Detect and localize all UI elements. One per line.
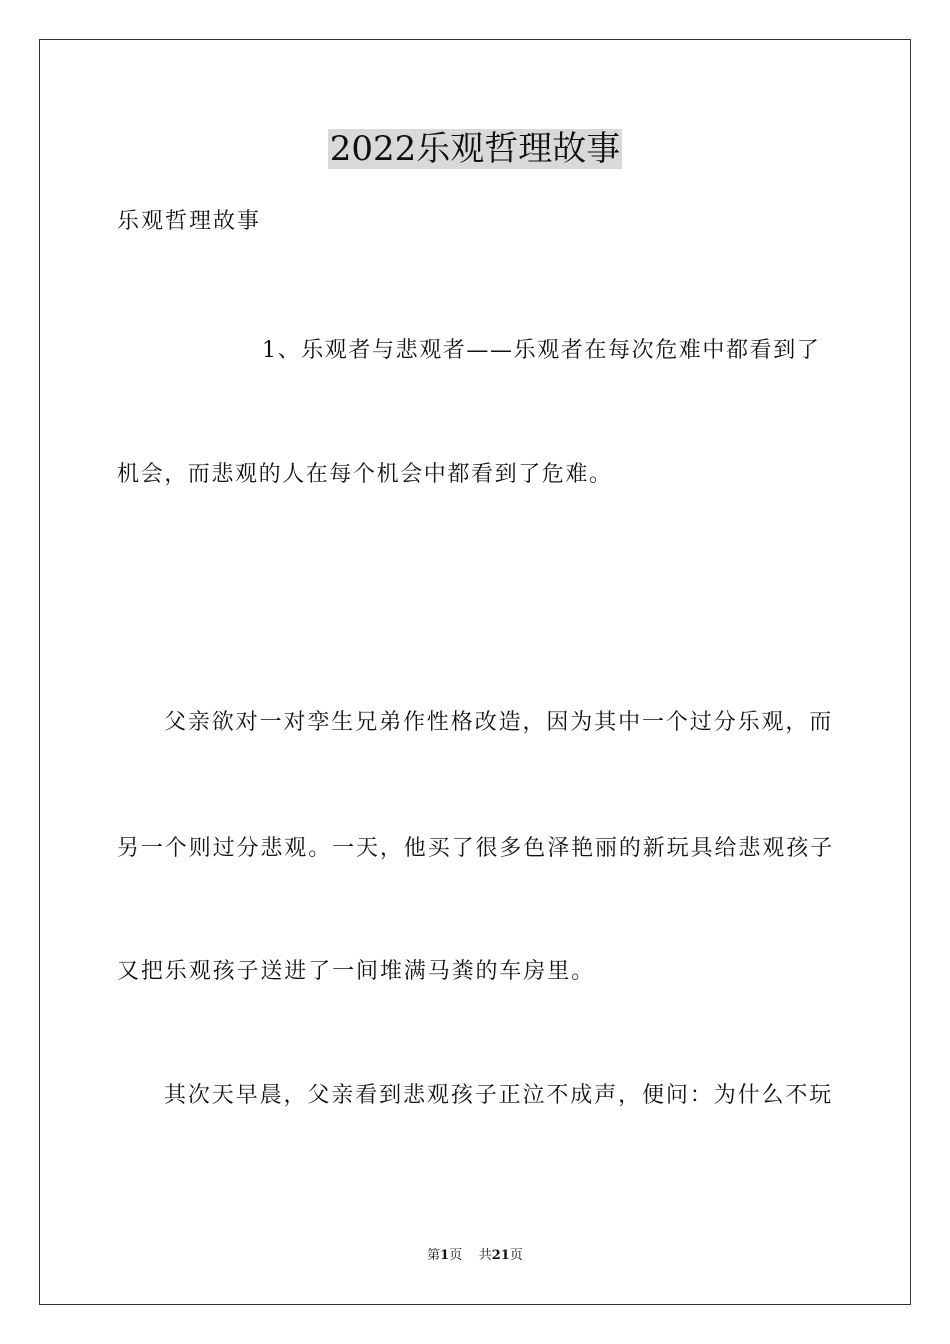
page-number: 1 [440,1248,450,1263]
paragraph-line: 其次天早晨，父亲看到悲观孩子正泣不成声，便问：为什么不玩 [164,1083,834,1108]
page-suffix: 页 [449,1248,463,1263]
paragraph-line: 机会，而悲观的人在每个机会中都看到了危难。 [117,462,613,487]
paragraph-line: 另一个则过分悲观。一天，他买了很多色泽艳丽的新玩具给悲观孩子 [117,836,835,861]
document-subtitle: 乐观哲理故事 [117,209,262,234]
total-prefix: 共 [478,1248,492,1263]
total-suffix: 页 [509,1248,523,1263]
document-title-text: 2022乐观哲理故事 [329,129,621,169]
paragraph-line: 1、乐观者与悲观者——乐观者在每次危难中都看到了 [262,338,821,363]
paragraph-line: 又把乐观孩子送进了一间堆满马粪的车房里。 [117,959,596,984]
paragraph-line: 父亲欲对一对孪生兄弟作性格改造，因为其中一个过分乐观，而 [164,710,834,735]
total-pages: 21 [491,1248,510,1263]
document-title [0,127,950,171]
page-footer [0,1247,950,1265]
page-prefix: 第 [427,1248,441,1263]
